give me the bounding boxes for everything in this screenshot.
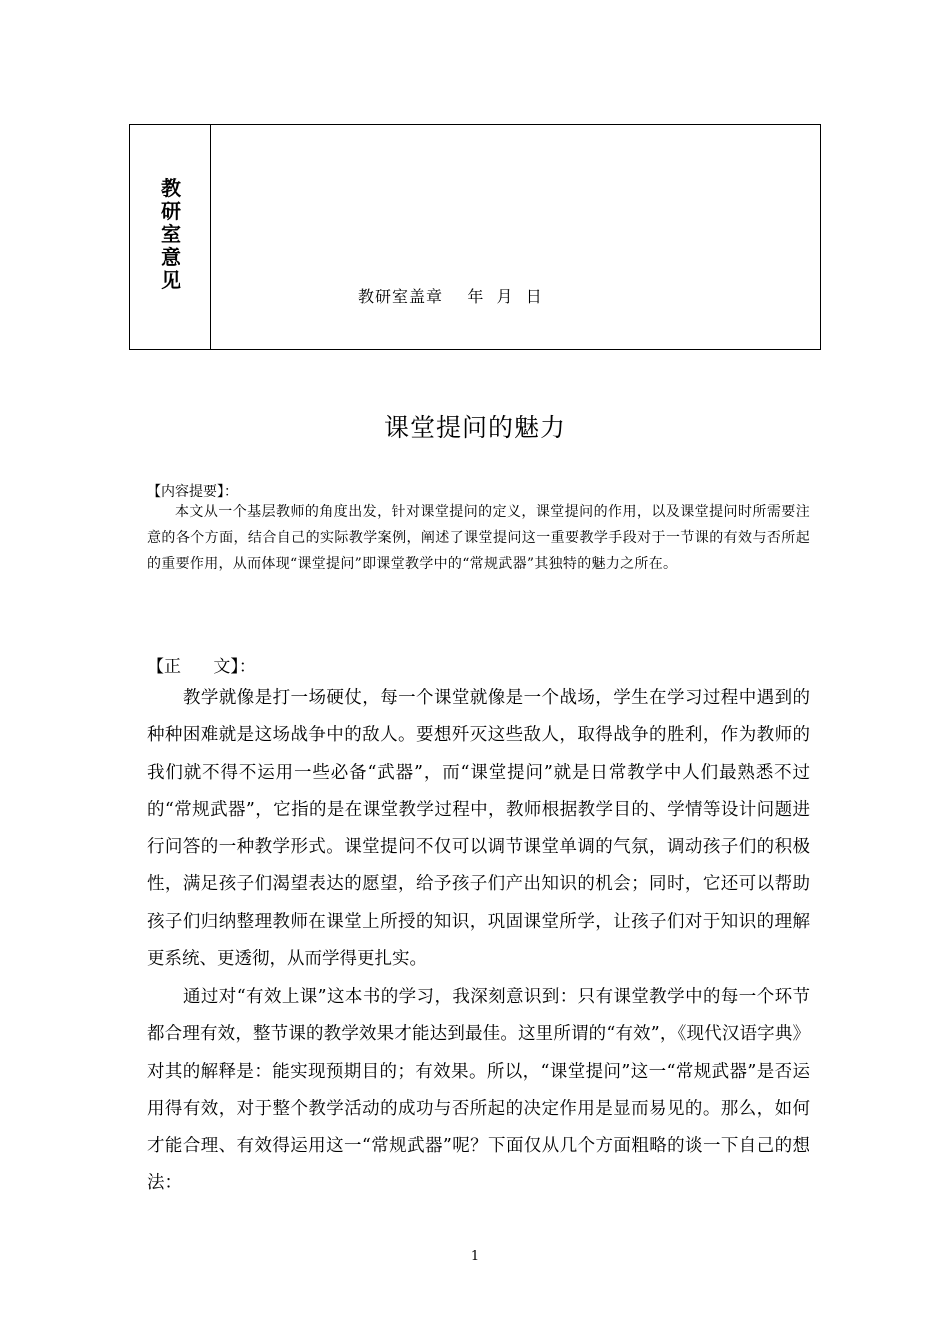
opinion-label-cell xyxy=(130,125,211,349)
body-paragraph: 教学就像是打一场硬仗，每一个课堂就像是一个战场，学生在学习过程中遇到的种种困难就是这场战争中的敌人。要想歼灭这些敌人，取得战争的胜利，作为教师的我们就不得不运用一些必备“武器”，而“课堂提问”就是日常教学中人们最熟悉不过的“常规武器”，它指的是在课堂教学过程中，教师根据教学目的、学情等设计问题进行问答的一种教学形式。课堂提问不仅可以调节课堂单调的气氛，调动孩子们的积极性，满足孩子们渴望表达的愿望，给予孩子们产出知识的机会；同时，它还可以帮助孩子们归纳整理教师在课堂上所授的知识，巩固课堂所学，让孩子们对于知识的理解更系统、更透彻，从而学得更扎实。 xyxy=(147,688,810,970)
opinion-label: 教研室意见 xyxy=(161,176,181,292)
body-heading: 【正 文】： xyxy=(147,657,256,677)
page-title: 课堂提问的魅力 xyxy=(383,413,566,442)
abstract-heading: 【内容提要】： xyxy=(147,484,238,500)
page-number: 1 xyxy=(470,1249,480,1264)
abstract-text: 本文从一个基层教师的角度出发，针对课堂提问的定义，课堂提问的作用，以及课堂提问时所需要注意的各个方面，结合自己的实际教学案例，阐述了课堂提问这一重要教学手段对于一节课的有效与否所起的重要作用，从而体现“课堂提问”即课堂教学中的“常规武器”其独特的魅力之所在。 xyxy=(147,504,810,572)
opinion-table xyxy=(129,124,821,350)
body-paragraph: 通过对“有效上课”这本书的学习，我深刻意识到：只有课堂教学中的每一个环节都合理有效，整节课的教学效果才能达到最佳。这里所谓的“有效”，《现代汉语字典》对其的解释是：能实现预期目的；有效果。所以，“课堂提问”这一“常规武器”是否运用得有效，对于整个教学活动的成功与否所起的决定作用是显而易见的。那么，如何才能合理、有效得运用这一“常规武器”呢？下面仅从几个方面粗略的谈一下自己的想法： xyxy=(147,987,810,1194)
stamp-date-line: 教研室盖章 年 月 日 xyxy=(358,287,543,306)
